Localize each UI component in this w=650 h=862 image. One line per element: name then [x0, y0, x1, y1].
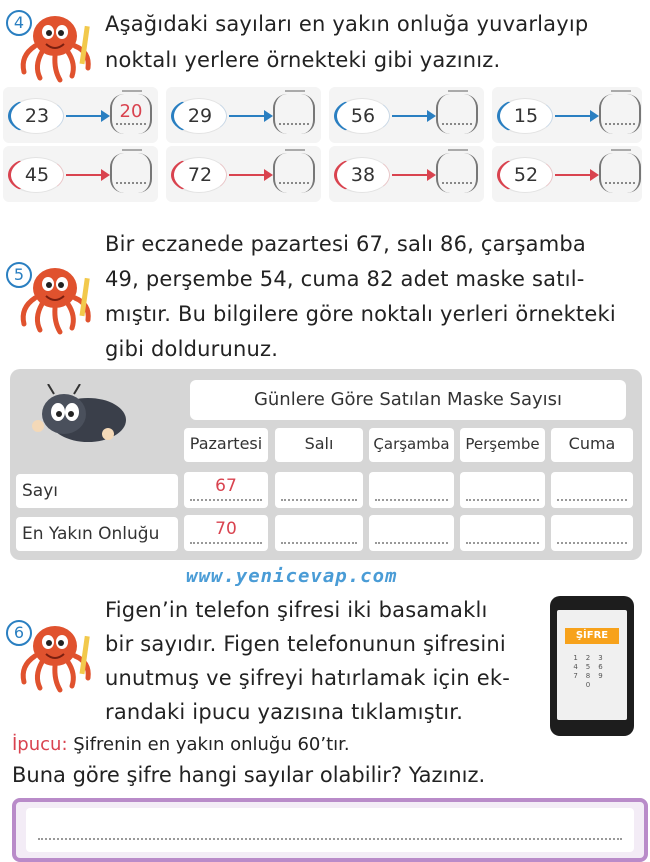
answer-slot[interactable] [273, 153, 315, 193]
answer-slot[interactable] [273, 94, 315, 134]
arrow-right-icon [66, 174, 108, 176]
question-5-line3: mıştır. Bu bilgilere göre noktalı yerleri örnekteki [105, 302, 616, 326]
arrow-right-icon [392, 115, 434, 117]
table-cell-nearest-ten[interactable] [460, 515, 545, 551]
answer-slot[interactable] [599, 94, 641, 134]
answer-value: 20 [119, 101, 143, 122]
ant-mascot-icon [28, 384, 138, 446]
table-cell-nearest-ten[interactable]: 70 [184, 515, 268, 551]
keypad-icon: 123 456 789 0 [573, 654, 611, 689]
table-header-day: Cuma [551, 428, 633, 462]
arrow-right-icon [229, 115, 271, 117]
hint-text: Şifrenin en yakın onluğu 60’tır. [73, 734, 350, 755]
number-oval: 23 [8, 98, 64, 134]
hint-label: İpucu: [12, 734, 68, 755]
number-oval: 15 [497, 98, 553, 134]
question-6-number: 6 [6, 620, 32, 646]
table-cell-nearest-ten[interactable] [551, 515, 633, 551]
question-4-number: 4 [6, 10, 32, 36]
table-row-label-count: Sayı [16, 474, 178, 508]
number-oval: 52 [497, 157, 553, 193]
answer-slot[interactable] [436, 94, 478, 134]
question-6-line1: Figen’in telefon şifresi iki basamaklı [105, 598, 488, 622]
question-6-line2: bir sayıdır. Figen telefonunun şifresini [105, 632, 506, 656]
question-6-line3: unutmuş ve şifreyi hatırlamak için ek- [105, 666, 510, 690]
answer-slot[interactable] [436, 153, 478, 193]
password-label: ŞİFRE [565, 628, 619, 644]
number-oval: 45 [8, 157, 64, 193]
number-oval: 29 [171, 98, 227, 134]
table-header-day: Çarşamba [369, 428, 454, 462]
arrow-right-icon [555, 115, 597, 117]
answer-slot[interactable] [110, 94, 152, 134]
arrow-right-icon [229, 174, 271, 176]
table-header-day: Salı [275, 428, 363, 462]
arrow-right-icon [66, 115, 108, 117]
arrow-right-icon [555, 174, 597, 176]
answer-slot[interactable] [110, 153, 152, 193]
table-cell-count[interactable] [460, 472, 545, 508]
table-cell-nearest-ten[interactable] [369, 515, 454, 551]
table-cell-count[interactable] [551, 472, 633, 508]
answer-slot[interactable] [599, 153, 641, 193]
table-header-day: Pazartesi [184, 428, 268, 462]
question-6-line4: randaki ipucu yazısına tıklamıştır. [105, 700, 464, 724]
question-6-ask: Buna göre şifre hangi sayılar olabilir? Yazınız. [12, 763, 486, 787]
table-title: Günlere Göre Satılan Maske Sayısı [190, 380, 626, 420]
hint-line [12, 734, 350, 755]
answer-box[interactable] [12, 798, 648, 862]
question-5-line2: 49, perşembe 54, cuma 82 adet maske satıl- [105, 267, 585, 291]
question-5-number: 5 [6, 262, 32, 288]
question-4-text-line1: Aşağıdaki sayıları en yakın onluğa yuvarlayıp [105, 12, 589, 36]
number-oval: 56 [334, 98, 390, 134]
phone-illustration [550, 596, 634, 736]
number-oval: 38 [334, 157, 390, 193]
table-cell-count[interactable] [369, 472, 454, 508]
watermark: www.yenicevap.com [186, 565, 398, 587]
table-cell-nearest-ten[interactable] [275, 515, 363, 551]
table-cell-count[interactable]: 67 [184, 472, 268, 508]
phone-screen [557, 610, 627, 720]
table-header-day: Perşembe [460, 428, 545, 462]
number-oval: 72 [171, 157, 227, 193]
table-cell-count[interactable] [275, 472, 363, 508]
table-row-label-nearest-ten: En Yakın Onluğu [16, 517, 178, 551]
arrow-right-icon [392, 174, 434, 176]
question-5-line1: Bir eczanede pazartesi 67, salı 86, çarşamba [105, 232, 587, 256]
question-5-line4: gibi doldurunuz. [105, 337, 279, 361]
question-4-text-line2: noktalı yerlere örnekteki gibi yazınız. [105, 48, 501, 72]
